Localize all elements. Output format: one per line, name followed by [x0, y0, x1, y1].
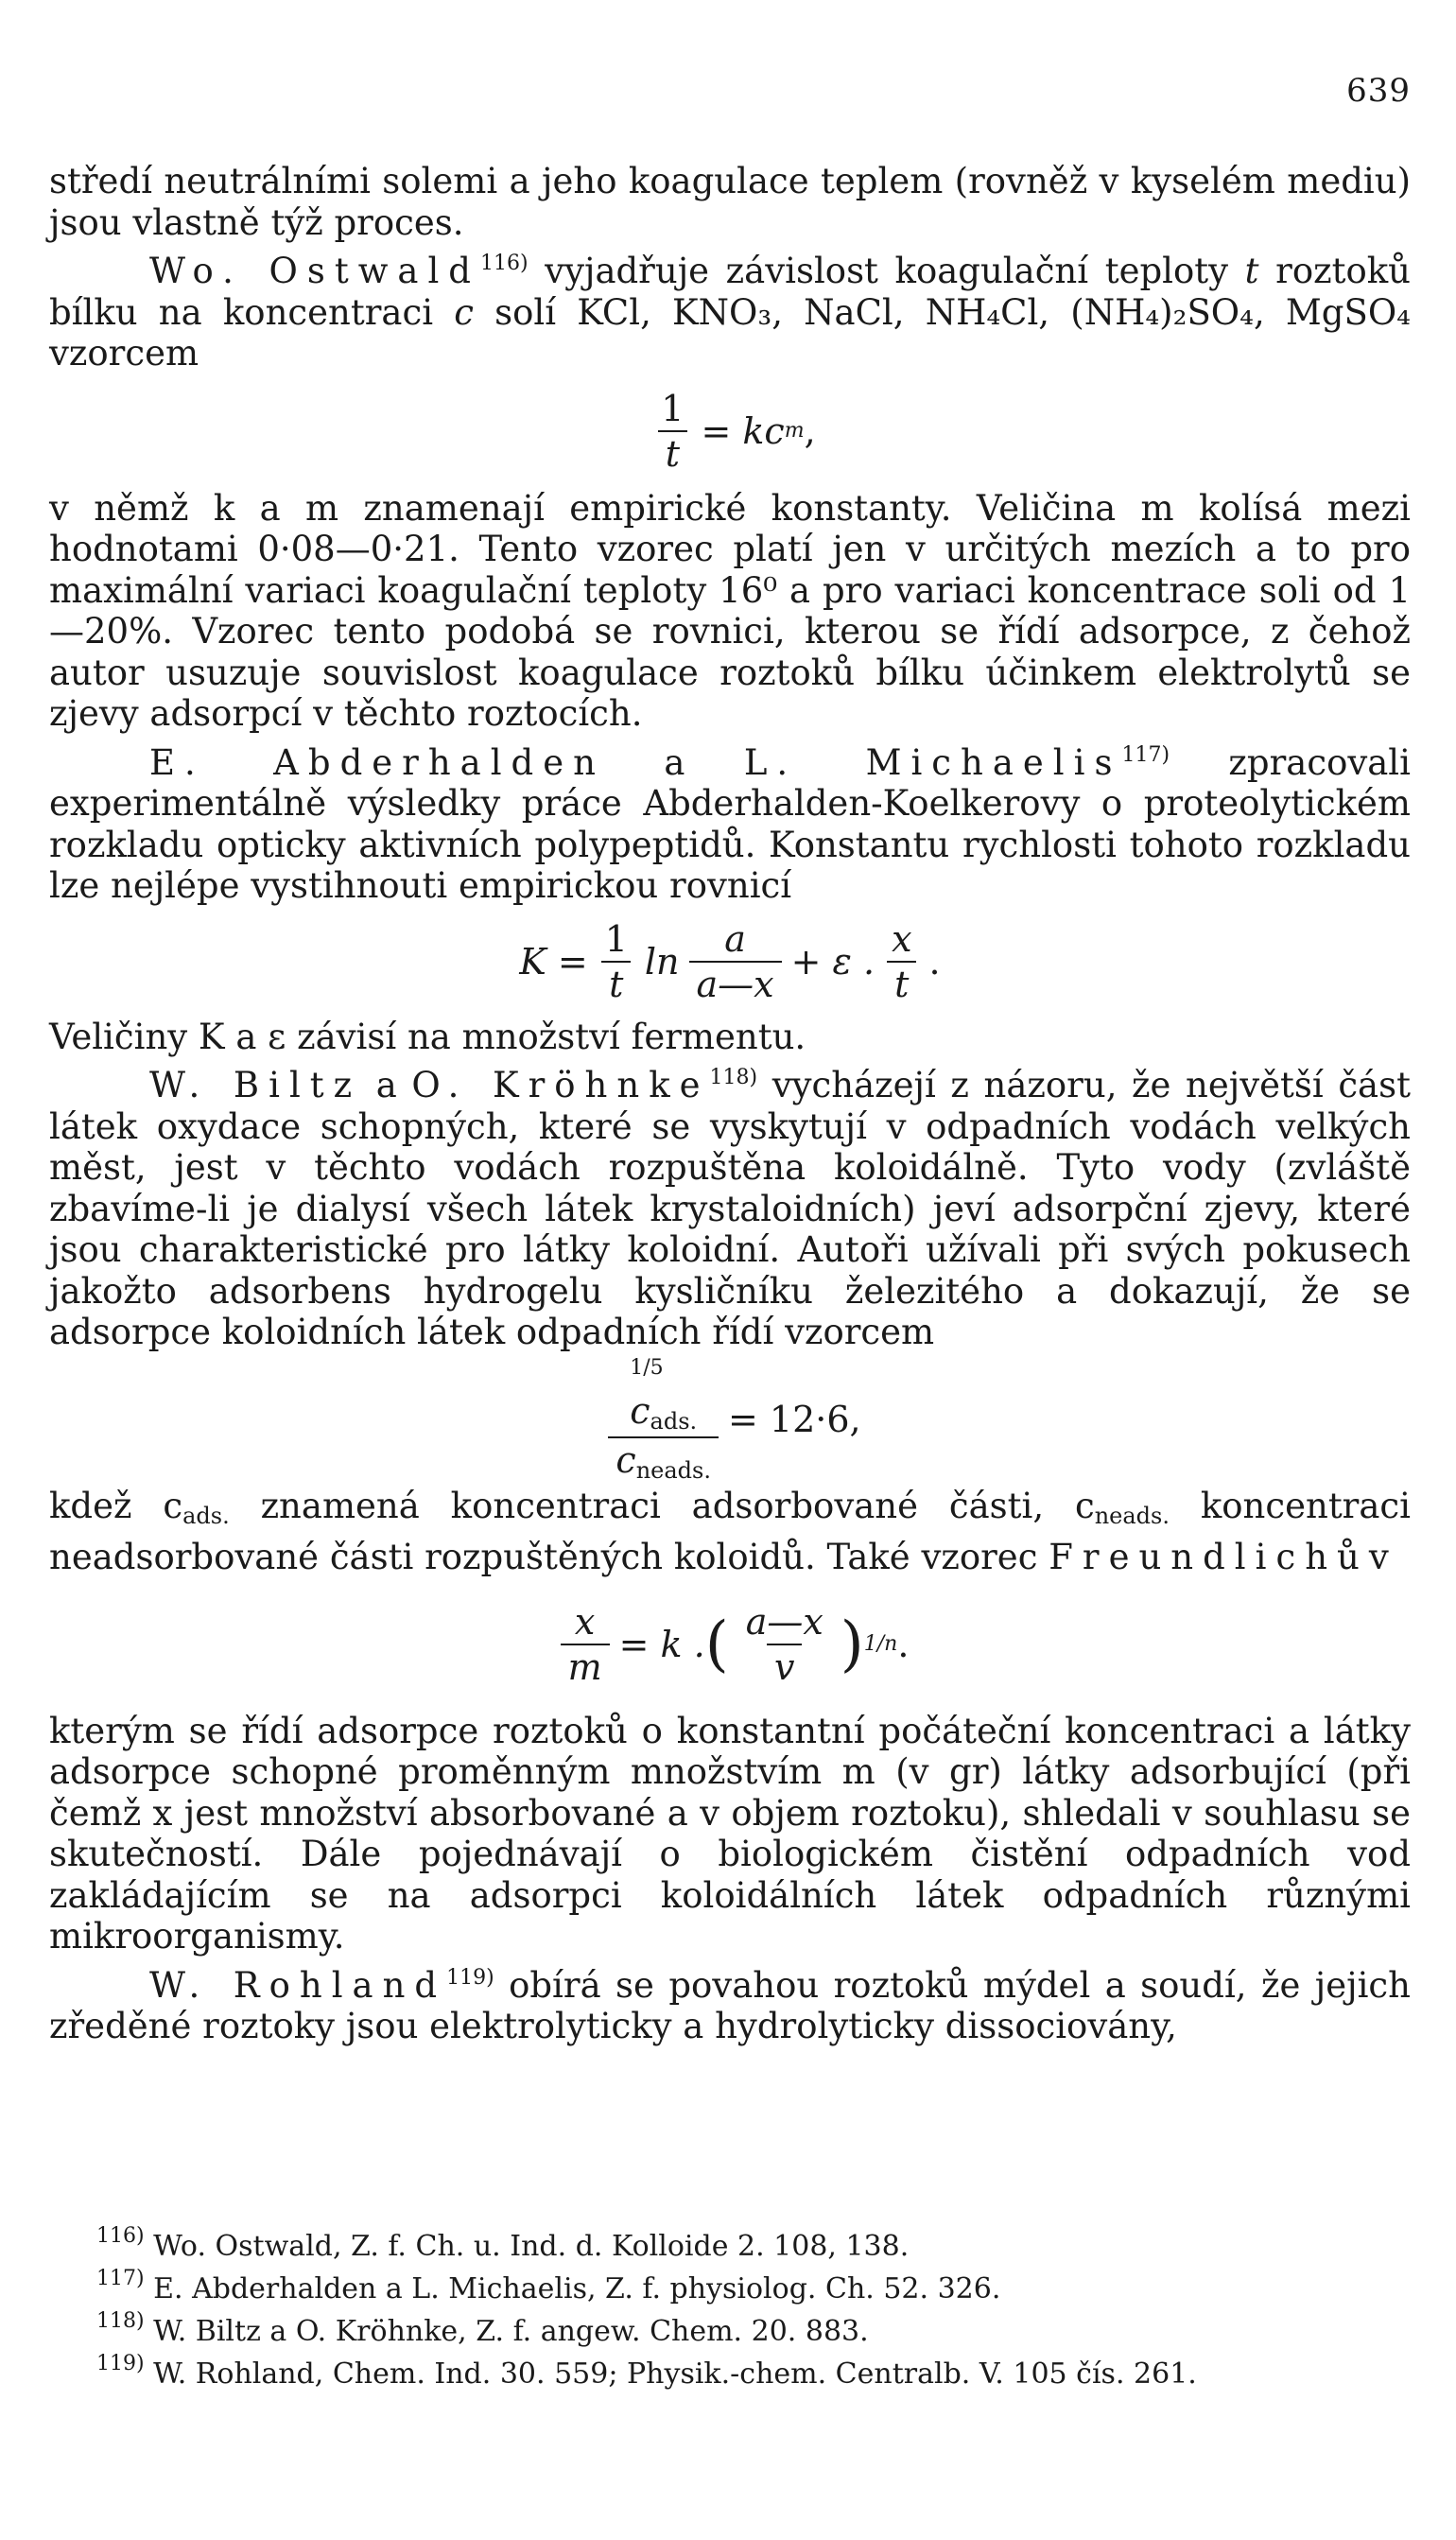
fraction — [598, 917, 635, 1005]
footnote-ref: 116) — [479, 252, 529, 275]
equation-2 — [49, 907, 1411, 1017]
text-run: solí KCl, KNO₃, NaCl, NH₄Cl, (NH₄)₂SO₄, MgSO₄ vzorcem — [49, 291, 1411, 374]
author-name: E. Abderhalden — [149, 741, 605, 783]
text-run: koncentraci neadsorbované části rozpuštěných koloidů. Také vzorec — [49, 1485, 1411, 1577]
page-number: 639 — [1346, 72, 1411, 110]
denominator: t — [658, 430, 687, 472]
equation-3 — [49, 1353, 1411, 1486]
numerator: x — [892, 917, 912, 960]
author-name: W. Biltz — [149, 1065, 362, 1105]
paragraph — [49, 1057, 1411, 1353]
numerator: x — [574, 1600, 596, 1643]
paragraph: v němž k a m znamenají empirické konstanty. Veličina m kolísá mezi hodnotami 0·08—0·21. Tento vzorec platí jen v určitých mezích a to pro maximální variaci koagulační teploty 16⁰ a pro variaci koncentrace soli od 1—20%. Vzorec tento podobá se rovnici, kterou se řídí adsorpce, z čehož autor usuzuje souvislost koagulace roztoků bílku účinkem elektrolytů se zjevy adsorpcí v těchto roztocích. — [49, 487, 1411, 734]
footnote — [49, 2305, 1411, 2348]
subscript: ads. — [182, 1502, 230, 1529]
exponent: 1/n — [863, 1631, 898, 1656]
text-run: a — [604, 741, 744, 783]
fraction — [689, 917, 782, 1005]
footnote — [49, 2220, 1411, 2263]
equation-rhs: = 12·6, — [727, 1398, 861, 1440]
author-name: L. Michaelis — [743, 741, 1122, 783]
numerator: a — [724, 917, 746, 960]
footnote — [49, 2263, 1411, 2305]
ln-operator: ln — [644, 940, 680, 983]
text-run: kdež c — [49, 1485, 183, 1526]
footnote-text: Wo. Ostwald, Z. f. Ch. u. Ind. d. Kolloide 2. 108, 138. — [153, 2230, 910, 2263]
fraction — [561, 1600, 610, 1688]
denominator: v — [767, 1644, 802, 1685]
symbol: t — [1244, 251, 1259, 291]
footnote-ref: 119) — [446, 1965, 494, 1990]
punct: . — [928, 940, 941, 983]
footnote-ref: 118) — [709, 1066, 758, 1089]
author-name: Freundlichův — [1049, 1537, 1398, 1577]
fraction — [738, 1600, 831, 1688]
footnotes — [49, 2220, 1411, 2391]
paragraph — [49, 1957, 1411, 2047]
footnote-text: W. Biltz a O. Kröhnke, Z. f. angew. Chem. 20. 883. — [153, 2315, 869, 2348]
footnote — [49, 2348, 1411, 2391]
equation-1 — [49, 374, 1411, 488]
subscript: ads. — [650, 1407, 698, 1435]
footnote-ref: 118) — [96, 2309, 145, 2333]
equation-term: + ε . — [790, 940, 875, 983]
text-run: a — [361, 1065, 412, 1105]
numerator — [622, 1357, 704, 1436]
subscript: neads. — [1094, 1502, 1170, 1529]
denominator — [608, 1436, 719, 1482]
author-name: Wo. Ostwald — [149, 251, 480, 291]
paren-close: ) — [840, 1609, 864, 1679]
page — [49, 0, 1411, 2540]
footnote-ref: 117) — [96, 2267, 145, 2290]
text-run: znamená koncentraci adsorbované části, c — [229, 1485, 1095, 1526]
text-run: zpracovali experimentálně výsledky práce Abderhalden-Koelkerovy o proteolytickém rozkladu opticky aktivních polypeptidů. Konstantu rychlosti tohoto rozkladu lze nejlépe vystihnouti empirickou rovnicí — [49, 741, 1411, 906]
fraction — [608, 1357, 719, 1482]
body-text — [49, 161, 1411, 2047]
numerator: 1 — [604, 917, 628, 960]
author-name: O. Kröhnke — [411, 1065, 710, 1105]
paragraph — [49, 243, 1411, 374]
symbol: c — [454, 291, 474, 333]
symbol: c — [615, 1438, 636, 1481]
paragraph — [49, 735, 1411, 907]
text-run: obírá se povahou roztoků mýdel a soudí, že jejich zředěné roztoky jsou elektrolyticky a hydrolyticky dissociovány, — [49, 1964, 1411, 2046]
punct: , — [804, 409, 816, 452]
denominator: a—x — [689, 961, 782, 1002]
footnote-ref: 119) — [96, 2352, 145, 2375]
fraction — [884, 917, 919, 1005]
text-run: vycházejí z názoru, že největší část látek oxydace schopných, které se vyskytují v odpadních vodách velkých měst, jest v těchto vodách rozpuštěna koloidálně. Tyto vody (zvláště zbavíme-li je dialysí všech látek krystaloidních) jeví adsorpční zjevy, které jsou charakteristické pro látky koloidní. Autoři užívali při svých pokusech jakožto adsorbens hydrogelu kysličníku železitého a dokazují, že se adsorpce koloidních látek odpadních řídí vzorcem — [49, 1065, 1411, 1352]
exponent: 1/5 — [630, 1355, 664, 1380]
footnote-text: E. Abderhalden a L. Michaelis, Z. f. physiolog. Ch. 52. 326. — [153, 2272, 1001, 2305]
denominator: t — [887, 961, 916, 1002]
fraction — [653, 387, 691, 475]
paragraph: středí neutrálními solemi a jeho koagulace teplem (rovněž v kyselém mediu) jsou vlastně týž proces. — [49, 161, 1411, 243]
footnote-ref: 117) — [1121, 742, 1170, 767]
paragraph — [49, 1486, 1411, 1578]
numerator: 1 — [661, 387, 685, 429]
footnote-text: W. Rohland, Chem. Ind. 30. 559; Physik.-chem. Centralb. V. 105 čís. 261. — [153, 2357, 1197, 2391]
equation-term: = k . — [618, 1623, 705, 1665]
author-name: W. Rohland — [149, 1964, 447, 2006]
symbol: c — [630, 1389, 650, 1432]
numerator: a—x — [745, 1600, 823, 1643]
text-run: vyjadřuje závislost koagulační teploty — [528, 251, 1245, 291]
equation-lhs: K = — [519, 940, 588, 983]
text-run: roztoků bílku na koncentraci — [49, 251, 1411, 333]
exponent: m — [784, 418, 805, 443]
equation-rhs: = kc — [701, 409, 785, 452]
denominator: t — [601, 961, 631, 1002]
denominator: m — [561, 1644, 610, 1685]
equation-4 — [49, 1578, 1411, 1711]
paren-open: ( — [704, 1609, 729, 1679]
paragraph: kterým se řídí adsorpce roztoků o konstantní počáteční koncentraci a látky adsorpce schopné proměnným množstvím m (v gr) látky adsorbující (při čemž x jest množství absorbované a v objem roztoku), shledali v souhlasu se skutečností. Dále pojednávají o biologickém čistění odpadních vod zakládajícím se na adsorpci koloidálních látek odpadních různými mikroorganismy. — [49, 1710, 1411, 1957]
paragraph: Veličiny K a ε závisí na množství fermentu. — [49, 1016, 806, 1057]
footnote-ref: 116) — [96, 2224, 145, 2248]
subscript: neads. — [635, 1456, 711, 1484]
punct: . — [897, 1623, 910, 1665]
